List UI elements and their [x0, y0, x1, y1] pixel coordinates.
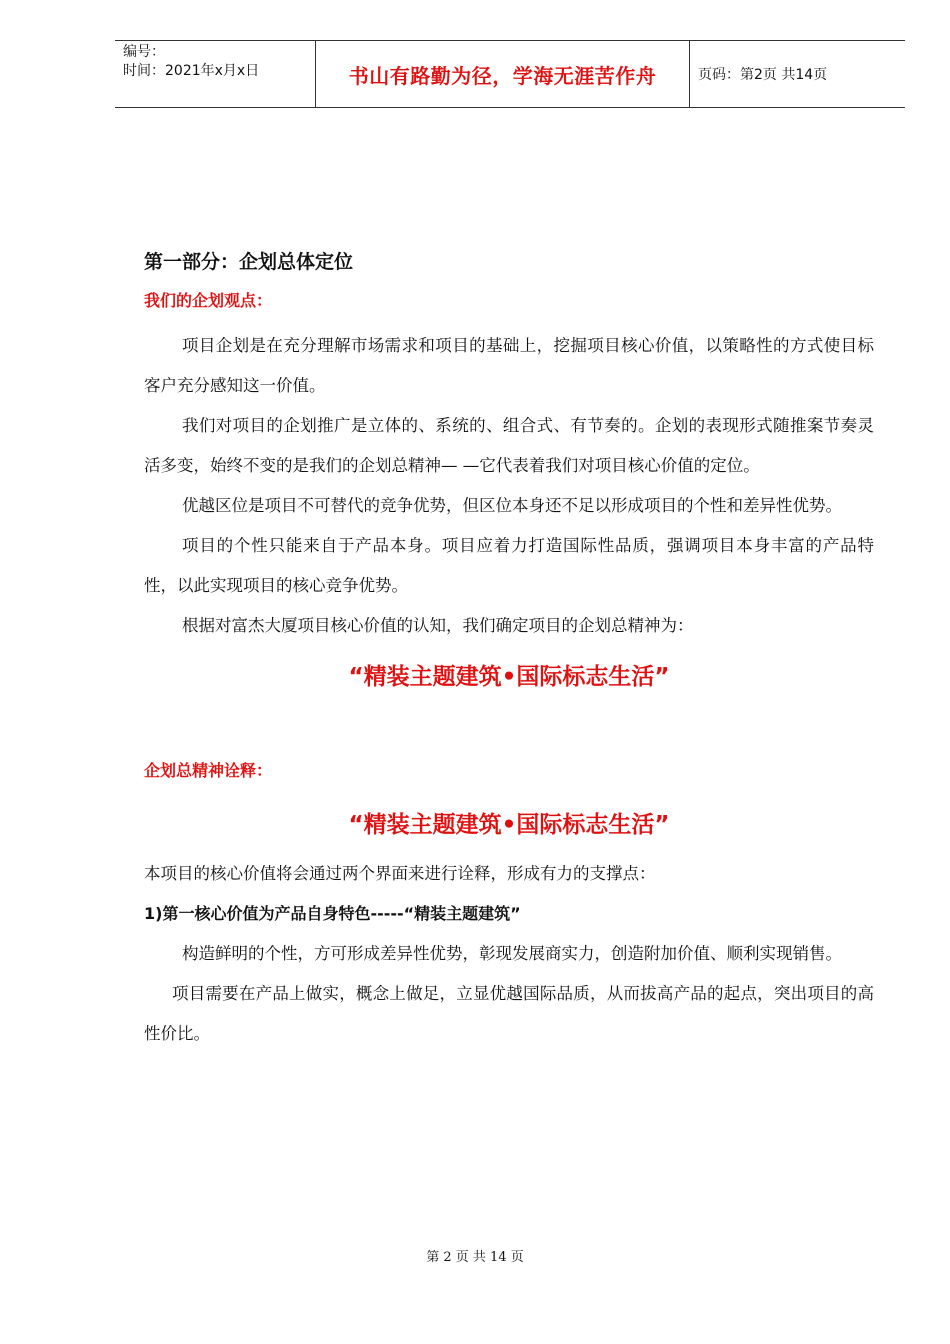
- subhead-planning-view: 我们的企划观点：: [144, 291, 273, 310]
- paragraph-4: 项目的个性只能来自于产品本身。项目应着力打造国际性品质，强调项目本身丰富的产品特性，以此实现项目的核心竞争优势。: [144, 536, 874, 595]
- paragraph-6: 本项目的核心价值将会通过两个界面来进行诠释，形成有力的支撑点：: [144, 864, 656, 883]
- header-number-label: 编号：: [123, 44, 165, 60]
- header-meta-cell: [115, 41, 316, 107]
- paragraph-2: 我们对项目的企划推广是立体的、系统的、组合式、有节奏的。企划的表现形式随推案节奏灵活多变，始终不变的是我们的企划总精神— —它代表着我们对项目核心价值的定位。: [144, 416, 874, 475]
- paragraph-8: 项目需要在产品上做实，概念上做足，立显优越国际品质，从而拔高产品的起点，突出项目的高性价比。: [144, 984, 874, 1043]
- page-header: [115, 40, 905, 108]
- section-title: 第一部分：企划总体定位: [144, 251, 354, 273]
- document-body: [144, 248, 874, 1054]
- paragraph-3: 优越区位是项目不可替代的竞争优势，但区位本身还不足以形成项目的个性和差异性优势。: [182, 496, 842, 515]
- subhead-spirit-explanation: 企划总精神诠释：: [144, 761, 273, 780]
- header-time-label: 时间：2021年x月x日: [123, 63, 260, 79]
- slogan-secondary: “精装主题建筑•国际标志生活”: [348, 812, 670, 838]
- core-value-point-1: 1)第一核心价值为产品自身特色-----“精装主题建筑”: [144, 904, 521, 923]
- header-page-label: 页码：第2页 共14页: [698, 67, 828, 83]
- page-footer: 第 2 页 共 14 页: [426, 1250, 524, 1265]
- paragraph-5: 根据对富杰大厦项目核心价值的认知，我们确定项目的企划总精神为：: [182, 616, 694, 635]
- paragraph-1: 项目企划是在充分理解市场需求和项目的基础上，挖掘项目核心价值，以策略性的方式使目标客户充分感知这一价值。: [144, 336, 874, 395]
- slogan-primary: “精装主题建筑•国际标志生活”: [348, 664, 670, 690]
- paragraph-7: 构造鲜明的个性，方可形成差异性优势，彰现发展商实力，创造附加价值、顺利实现销售。: [182, 944, 842, 963]
- header-motto: 书山有路勤为径，学海无涯苦作舟: [316, 41, 690, 107]
